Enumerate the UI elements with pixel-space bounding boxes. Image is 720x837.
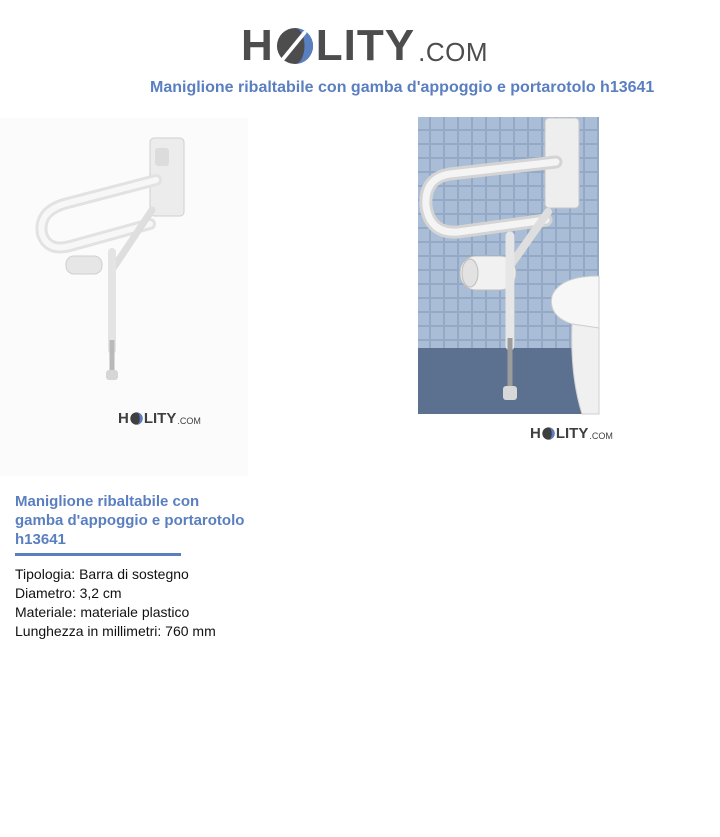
spec-item-materiale: Materiale: materiale plastico <box>15 604 190 620</box>
product-photo-right[interactable] <box>360 116 650 456</box>
title-underline <box>15 553 181 556</box>
image-watermark: H LITY .COM <box>530 425 613 442</box>
spec-item-diametro: Diametro: 3,2 cm <box>15 585 122 601</box>
site-logo[interactable] <box>241 16 488 68</box>
image-watermark: H LITY .COM <box>118 410 201 427</box>
product-specs-list <box>15 565 216 641</box>
bathroom-scene-illustration <box>360 116 650 456</box>
watermark-o-icon <box>542 427 555 440</box>
product-photo-left[interactable] <box>0 118 248 476</box>
spec-item-lunghezza: Lunghezza in millimetri: 760 mm <box>15 623 216 639</box>
logo-o-mark-icon <box>276 27 314 65</box>
logo-letter-h: H <box>241 21 274 70</box>
logo-word: LITY <box>315 21 416 70</box>
spec-item-tipologia: Tipologia: Barra di sostegno <box>15 566 189 582</box>
logo-suffix: .COM <box>418 37 488 67</box>
watermark-o-icon <box>130 412 143 425</box>
product-title: Maniglione ribaltabile con gamba d'appoggio e portarotolo h13641 <box>15 493 245 548</box>
page-title: Maniglione ribaltabile con gamba d'appoggio e portarotolo h13641 <box>150 79 655 96</box>
